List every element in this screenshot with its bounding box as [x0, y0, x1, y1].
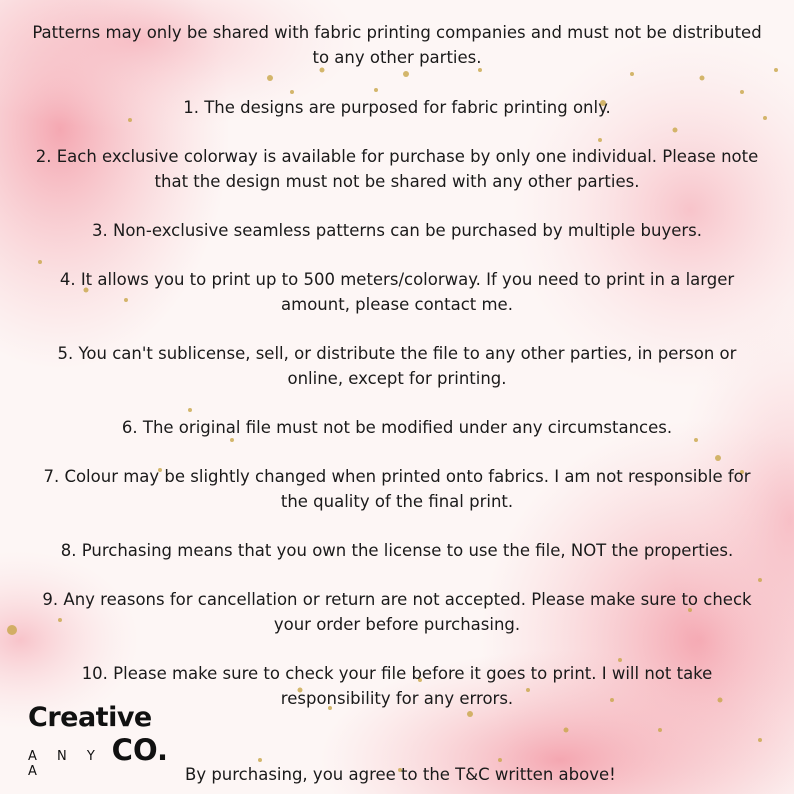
rule-line: 6. The original file must not be modified under any circumstances.: [121, 418, 673, 437]
rule-1: [24, 95, 770, 120]
logo-creative-text: Creative: [28, 702, 152, 733]
creative-anya-co-logo: [28, 703, 168, 779]
rule-line: responsibility for any errors.: [280, 689, 514, 708]
rule-line: 4. It allows you to print up to 500 meters/colorway. If you need to print in a larger: [59, 270, 735, 289]
rule-line: amount, please contact me.: [281, 295, 513, 314]
closing-statement: By purchasing, you agree to the T&C written above!: [185, 764, 616, 784]
rule-5: [24, 341, 770, 391]
intro-notice: [24, 20, 770, 70]
rule-line: 10. Please make sure to check your file before it goes to print. I will not take: [81, 664, 713, 683]
rule-4: [24, 267, 770, 317]
rule-line: that the design must not be shared with any other parties.: [154, 172, 640, 191]
rule-line: 2. Each exclusive colorway is available for purchase by only one individual. Please note: [35, 147, 759, 166]
rule-line: 8. Purchasing means that you own the license to use the file, NOT the properties.: [60, 541, 734, 560]
rule-6: [24, 415, 770, 440]
logo-co-text: CO.: [111, 733, 168, 767]
rule-line: online, except for printing.: [287, 369, 507, 388]
rule-line: 5. You can't sublicense, sell, or distribute the file to any other parties, in person or: [57, 344, 737, 363]
rule-line: 1. The designs are purposed for fabric printing only.: [183, 98, 611, 117]
logo-anya-text: A N Y A: [28, 749, 103, 779]
rule-line: 7. Colour may be slightly changed when printed onto fabrics. I am not responsible for: [43, 467, 751, 486]
intro-line: Patterns may only be shared with fabric printing companies and must not be distributed: [32, 23, 762, 42]
rule-9: [24, 587, 770, 637]
rule-8: [24, 538, 770, 563]
rule-line: 3. Non-exclusive seamless patterns can be purchased by multiple buyers.: [92, 221, 702, 240]
rule-line: the quality of the final print.: [280, 492, 514, 511]
rule-3: [24, 218, 770, 243]
intro-line: to any other parties.: [312, 48, 482, 67]
rule-7: [24, 464, 770, 514]
rule-line: 9. Any reasons for cancellation or return are not accepted. Please make sure to check: [42, 590, 752, 609]
terms-document: [24, 20, 770, 735]
rule-line: your order before purchasing.: [273, 615, 521, 634]
rule-2: [24, 144, 770, 194]
logo-row: [28, 735, 168, 779]
